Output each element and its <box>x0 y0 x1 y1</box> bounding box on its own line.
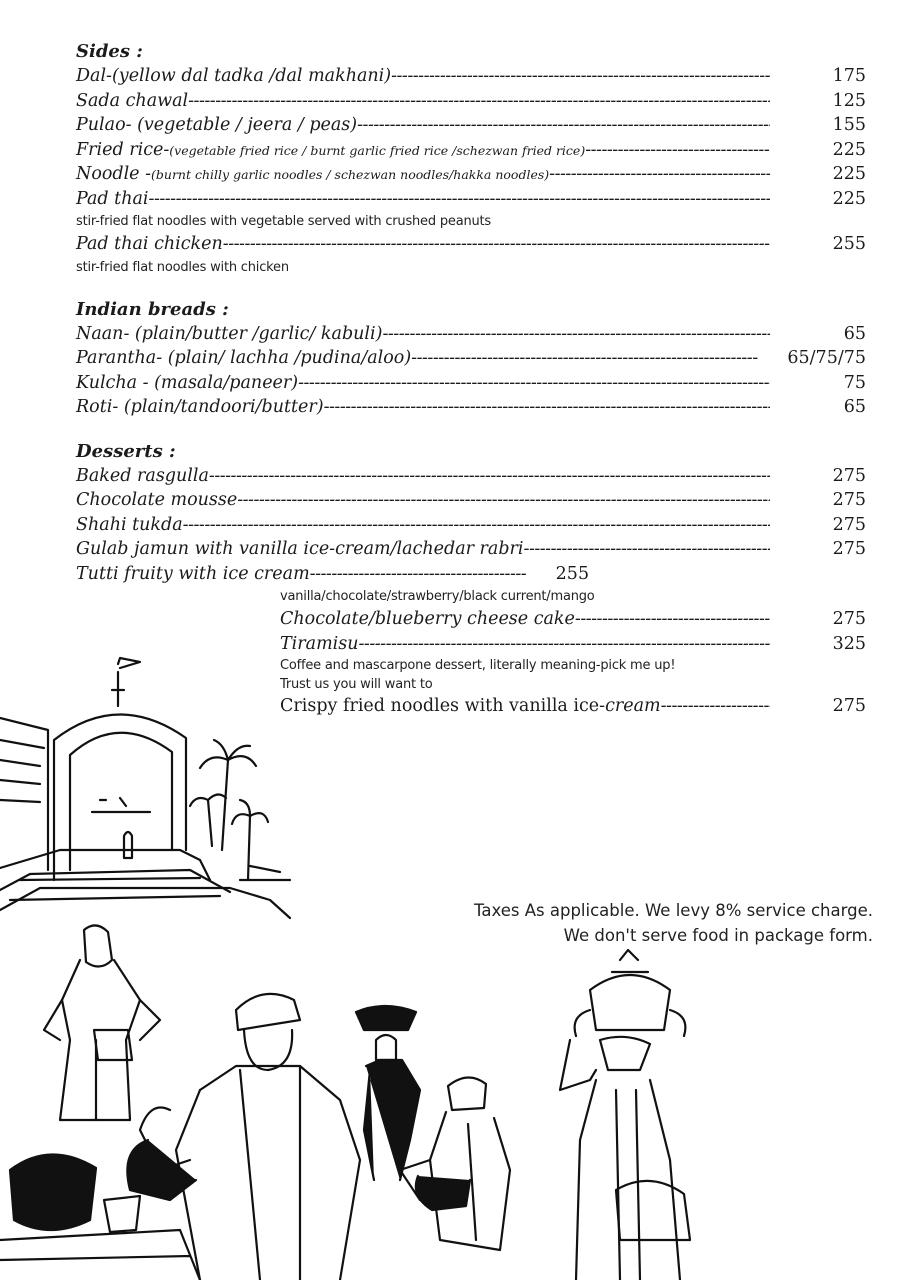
item-detail: (vegetable fried rice / burnt garlic fried rice /schezwan fried rice) <box>169 142 586 158</box>
item-description: Coffee and mascarpone dessert, literally meaning-pick me up! <box>280 658 676 673</box>
item-name: Fried rice- <box>76 139 170 160</box>
item-price: 275 <box>832 609 866 629</box>
item-description: vanilla/chocolate/strawberry/black current/mango <box>280 589 595 604</box>
jar-carrier-drawing <box>560 950 690 1280</box>
item-name: Shahi tukda <box>76 514 183 535</box>
item-price: 65 <box>843 397 866 417</box>
item-price: 225 <box>832 188 866 209</box>
item-name: Naan- (plain/butter /garlic/ kabuli) <box>76 323 383 344</box>
item-name: Parantha- (plain/ lachha /pudina/aloo) <box>76 348 412 368</box>
item-detail: (burnt chilly garlic noodles / schezwan noodles/hakka noodles) <box>151 167 550 182</box>
item-price: 255 <box>555 563 590 584</box>
section-heading-desserts: Desserts : <box>76 440 176 462</box>
item-name: Kulcha - (masala/paneer) <box>76 372 299 393</box>
item-price: 255 <box>832 234 866 254</box>
item-description: Trust us you will want to <box>280 677 433 692</box>
item-name: Tutti fruity with ice cream <box>76 563 310 584</box>
item-price: 125 <box>832 90 866 111</box>
item-price: 275 <box>832 696 866 716</box>
item-price: 225 <box>832 164 866 184</box>
item-name: Pulao- (vegetable / jeera / peas) <box>76 115 358 135</box>
item-price: 225 <box>832 139 866 160</box>
item-name-end: cream <box>605 696 661 716</box>
item-name: Roti- (plain/tandoori/butter) <box>76 397 324 417</box>
item-name: Pad thai <box>76 188 149 209</box>
item-price: 275 <box>832 539 866 559</box>
man-figure-drawing <box>127 994 360 1280</box>
item-price: 275 <box>832 465 866 486</box>
item-name: Sada chawal <box>76 90 189 111</box>
item-name: Noodle - <box>76 164 152 184</box>
item-name: Baked rasgulla <box>76 465 209 486</box>
item-name: Tiramisu <box>280 633 359 654</box>
fort-gate-drawing <box>0 658 290 918</box>
basket-carrier-drawing <box>356 1006 420 1180</box>
item-name: Pad thai chicken <box>76 234 223 254</box>
item-price: 325 <box>832 633 866 654</box>
woman-figure-drawing <box>44 925 160 1120</box>
item-price: 65/75/75 <box>787 348 866 368</box>
item-price: 75 <box>843 372 866 393</box>
section-heading-breads: Indian breads : <box>76 298 229 320</box>
item-name: Crispy fried noodles with vanilla ice- <box>280 696 606 716</box>
section-heading-sides: Sides : <box>76 41 143 62</box>
item-name: Gulab jamun with vanilla ice-cream/lachedar rabri <box>76 539 524 559</box>
item-description: stir-fried flat noodles with chicken <box>76 259 289 275</box>
tax-note: Taxes As applicable. We levy 8% service charge. <box>474 901 873 920</box>
item-price: 275 <box>832 514 866 535</box>
item-name: Chocolate mousse <box>76 490 238 510</box>
item-name: Dal-(yellow dal tadka /dal makhani) <box>76 66 392 86</box>
item-price: 65 <box>843 323 866 344</box>
item-description: stir-fried flat noodles with vegetable served with crushed peanuts <box>76 214 492 229</box>
palm-tree-drawing <box>190 740 268 880</box>
item-name: Chocolate/blueberry cheese cake <box>280 609 575 629</box>
item-price: 275 <box>832 490 866 510</box>
item-price: 155 <box>832 115 866 135</box>
package-note: We don't serve food in package form. <box>563 926 873 945</box>
item-price: 175 <box>832 66 866 86</box>
